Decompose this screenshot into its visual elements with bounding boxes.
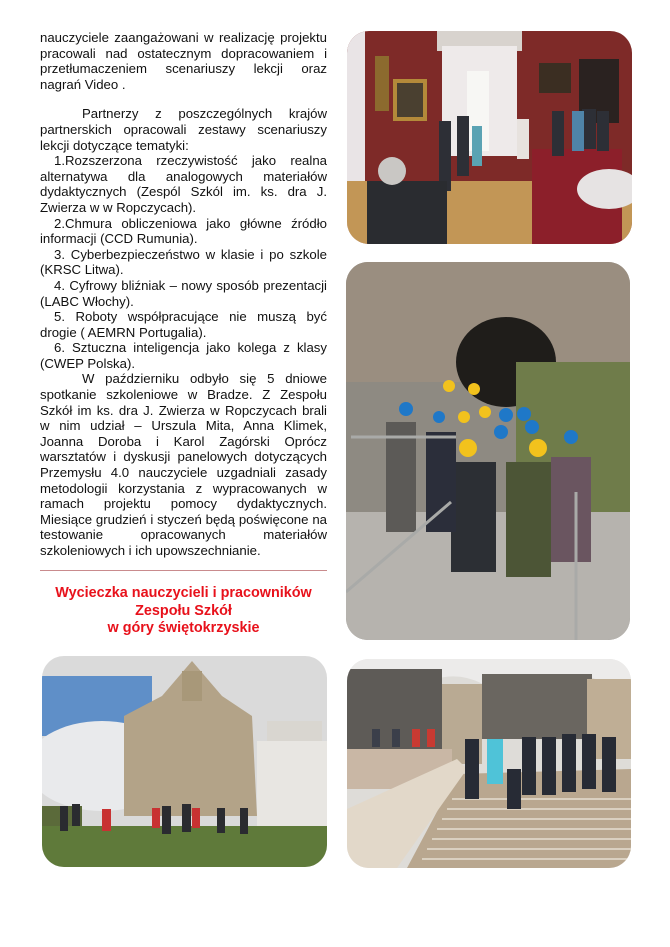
photo-cave-image <box>346 262 630 640</box>
list-item-topic-2: 2.Chmura obliczeniowa jako główne źródło informacji (CCD Rumunia). <box>40 215 327 247</box>
section-title <box>36 585 331 638</box>
section-divider <box>40 570 327 571</box>
paragraph-partners: Partnerzy z poszczególnych krajów partnerskich opracowali zestawy scenariuszy lekcji dotyczące tematyki: <box>40 106 327 153</box>
photo-castle-stairs-group <box>347 659 631 868</box>
section-title-line-3: w góry świętokrzyskie <box>107 620 260 636</box>
photo-church-group <box>42 656 327 867</box>
photo-church-image <box>42 656 327 867</box>
photo-cave-group <box>346 262 630 640</box>
list-item-topic-3: 3. Cyberbezpieczeństwo w klasie i po szkole (KRSC Litwa). <box>40 246 327 278</box>
list-item-topic-6: 6. Sztuczna inteligencja jako kolega z klasy (CWEP Polska). <box>40 340 327 371</box>
photo-museum-image <box>347 31 632 244</box>
list-item-topic-4: 4. Cyfrowy bliźniak – nowy sposób prezentacji (LABC Włochy). <box>40 277 327 309</box>
section-title-line-1: Wycieczka nauczycieli i pracowników <box>55 585 312 601</box>
paragraph-intro: nauczyciele zaangażowani w realizację projektu pracowali nad ostatecznym dopracowaniem i przetłumaczeniem scenariuszy lekcji oraz nagrań Video . <box>40 30 327 92</box>
list-item-topic-1: 1.Rozszerzona rzeczywistość jako realna alternatywa dla analogowych materiałów dydaktycznych (Zespól Szkól im. ks. dra J. Zwierza w w Ropczycach). <box>40 153 327 215</box>
section-title-line-2: Zespołu Szkół <box>135 602 232 619</box>
article-text-column <box>40 30 327 559</box>
photo-museum-group <box>347 31 632 244</box>
paragraph-braga-meeting: W październiku odbyło się 5 dniowe spotkanie szkoleniowe w Bradze. Z Zespołu Szkół im ks. dra J. Zwierza w Ropczycach brali w nim udział – Urszula Mita, Anna Klimek, Joanna Doroba i Karol Zagórski Oprócz warsztatów i dyskusji panelowych dotyczących Przemysłu 4.0 nauczyciele uzgadniali zasady metodologii korzystania z wypracowanych w ramach projektu pomocy dydaktycznych. Miesiące grudzień i styczeń będą poświęcone na testowanie opracowanych materiałów szkoleniowych i ich upowszechnianie. <box>40 371 327 558</box>
list-item-topic-5: 5. Roboty współpracujące nie muszą być drogie ( AEMRN Portugalia). <box>40 309 327 340</box>
photo-castle-image <box>347 659 631 868</box>
